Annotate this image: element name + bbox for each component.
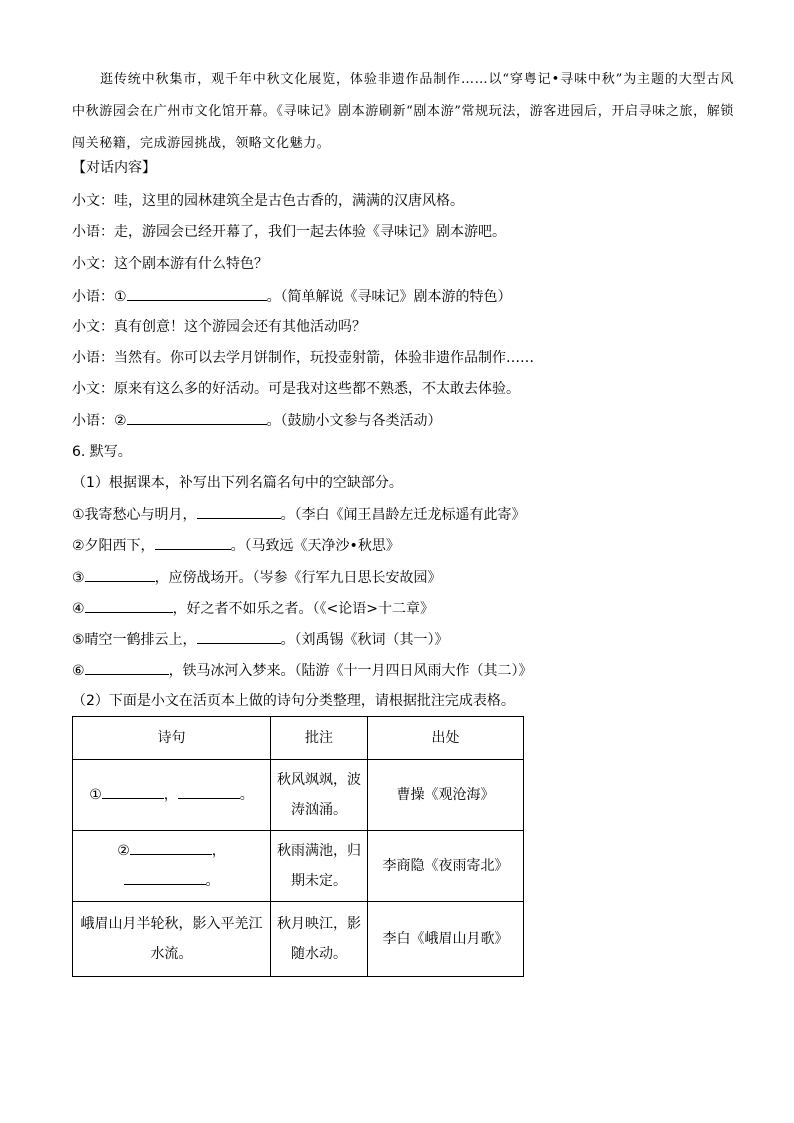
- dialogue-blank-line-1: [72, 286, 512, 307]
- recite-item-3-pre: ③: [72, 570, 85, 586]
- verse-number: ②: [117, 843, 130, 859]
- dialogue-heading: 【对话内容】: [72, 160, 156, 176]
- recite-blank-3[interactable]: [85, 567, 155, 582]
- source-cell: 曹操《观沧海》: [368, 760, 524, 831]
- recite-item-4-post: ，好之者不如乐之者。（《<论语>十二章》: [172, 601, 435, 617]
- verse-cell-3: 峨眉山月半轮秋，影入平羌江水流。: [73, 902, 271, 977]
- answer-blank-1[interactable]: [127, 286, 267, 301]
- intro-paragraph: [72, 64, 734, 160]
- table-header-row: [73, 717, 524, 760]
- recite-item-6-pre: ⑥: [72, 663, 85, 679]
- verse-blank-2a[interactable]: [130, 840, 212, 855]
- recite-item-3-post: ，应傍战场开。（岑参《行军九日思长安故园》: [154, 570, 442, 586]
- intro-text: 逛传统中秋集市，观千年中秋文化展览，体验非遗作品制作……以“穿粤记•寻味中秋”为主题的大型古风中秋游园会在广州市文化馆开幕。《寻味记》剧本游刷新“剧本游”常规玩法，游客进园后，开启寻味之旅，解锁闯关秘籍，完成游园挑战，领略文化魅力。: [72, 72, 734, 151]
- header-note: 批注: [271, 717, 368, 760]
- question-6-part2: （2）下面是小文在活页本上做的诗句分类整理，请根据批注完成表格。: [72, 693, 515, 709]
- recite-blank-1[interactable]: [197, 504, 281, 519]
- recite-blank-4[interactable]: [85, 598, 173, 613]
- recite-item-2-post: 。（马致远《天净沙•秋思》: [230, 538, 400, 554]
- verse-cell-1: [73, 760, 271, 831]
- recite-item-4: [72, 598, 434, 619]
- recite-item-5-post: 。（刘禹锡《秋词（其一）》: [280, 632, 449, 648]
- source-cell: 李商隐《夜雨寄北》: [368, 831, 524, 902]
- blank1-prefix: 小语：①: [72, 289, 127, 305]
- recite-item-1-post: 。（李白《闻王昌龄左迁龙标遥有此寄》: [280, 507, 526, 523]
- recite-item-2-pre: ②夕阳西下，: [72, 538, 155, 554]
- recite-blank-6[interactable]: [85, 660, 169, 675]
- table-row: [73, 902, 524, 977]
- verse-number: ①: [89, 787, 102, 803]
- table-row: [73, 760, 524, 831]
- dialogue-blank-line-2: [72, 410, 442, 431]
- blank2-suffix: 。（鼓励小文参与各类活动）: [266, 413, 442, 429]
- note-cell: 秋月映江，影随水动。: [271, 902, 368, 977]
- verse-blank-1b[interactable]: [178, 784, 240, 799]
- answer-blank-2[interactable]: [127, 410, 267, 425]
- verse-blank-2b[interactable]: [124, 870, 206, 885]
- blank2-prefix: 小语：②: [72, 413, 127, 429]
- recite-item-5: [72, 629, 449, 650]
- header-source: 出处: [368, 717, 524, 760]
- dialogue-line: 小语：走，游园会已经开幕了，我们一起去体验《寻味记》剧本游吧。: [72, 224, 506, 240]
- recite-item-6: [72, 660, 533, 681]
- header-verse: 诗句: [73, 717, 271, 760]
- note-cell: 秋雨满池，归期未定。: [271, 831, 368, 902]
- verse-blank-1a[interactable]: [102, 784, 164, 799]
- poem-classification-table: [72, 716, 524, 977]
- blank1-suffix: 。（简单解说《寻味记》剧本游的特色）: [266, 289, 512, 305]
- question-6-title: 6. 默写。: [72, 444, 132, 460]
- note-cell: 秋风飒飒，波涛汹涌。: [271, 760, 368, 831]
- table-row: [73, 831, 524, 902]
- recite-item-6-post: ，铁马冰河入梦来。（陆游《十一月四日风雨大作（其二）》: [168, 663, 533, 679]
- dialogue-line: 小文：这个剧本游有什么特色？: [72, 256, 268, 272]
- verse-cell-2: [73, 831, 271, 902]
- dialogue-line: 小文：哇，这里的园林建筑全是古色古香的，满满的汉唐风格。: [72, 193, 464, 209]
- recite-item-2: [72, 535, 400, 556]
- recite-item-3: [72, 567, 442, 588]
- recite-blank-5[interactable]: [197, 629, 281, 644]
- recite-item-1-pre: ①我寄愁心与明月，: [72, 507, 197, 523]
- verse-end: 。: [205, 873, 220, 889]
- recite-item-5-pre: ⑤晴空一鹤排云上，: [72, 632, 197, 648]
- verse-comma: ，: [211, 843, 226, 859]
- source-cell: 李白《峨眉山月歌》: [368, 902, 524, 977]
- verse-end: 。: [239, 787, 254, 803]
- dialogue-line: 小语：当然有。你可以去学月饼制作，玩投壶射箭，体验非遗作品制作……: [72, 350, 534, 366]
- question-6-part1: （1）根据课本，补写出下列名篇名句中的空缺部分。: [72, 475, 403, 491]
- recite-item-4-pre: ④: [72, 601, 85, 617]
- dialogue-line: 小文：真有创意！这个游园会还有其他活动吗？: [72, 319, 366, 335]
- dialogue-line: 小文：原来有这么多的好活动。可是我对这些都不熟悉，不太敢去体验。: [72, 381, 520, 397]
- verse-comma: ，: [163, 787, 178, 803]
- recite-item-1: [72, 504, 526, 525]
- recite-blank-2[interactable]: [155, 535, 231, 550]
